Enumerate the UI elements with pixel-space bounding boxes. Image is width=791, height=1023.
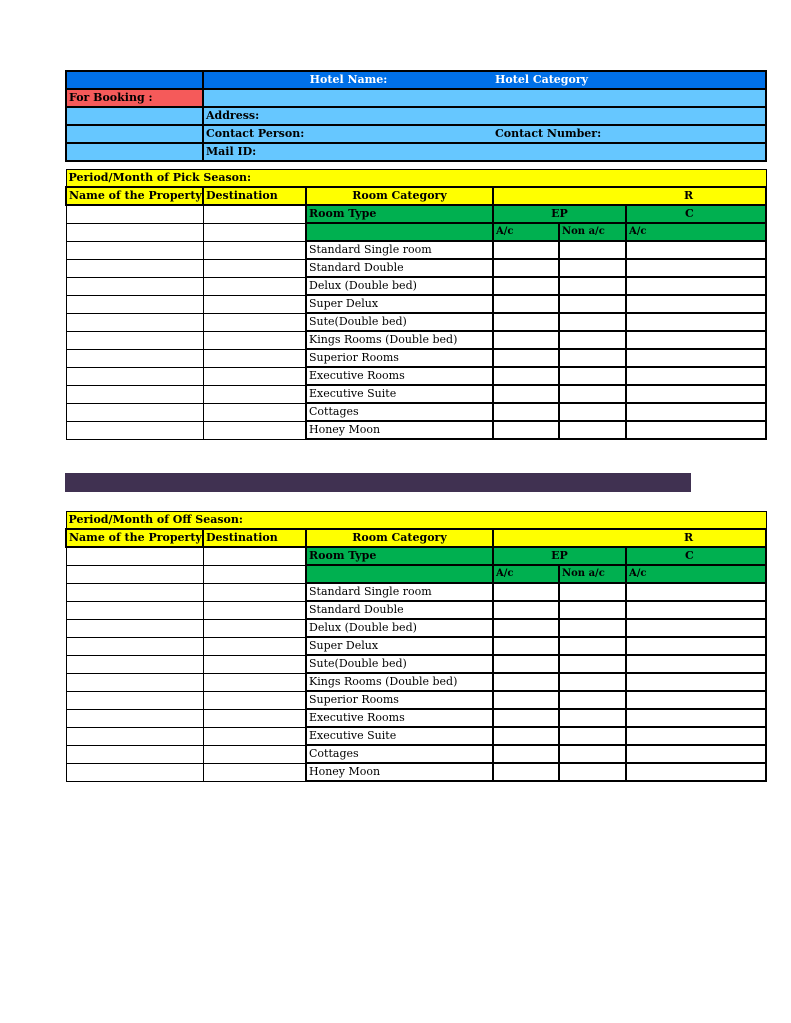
off-room-type-cell: Super Delux [306,637,493,655]
peak-room-type-cell: Honey Moon [306,421,493,439]
off-ep-nonac-header: Non a/c [559,565,626,583]
off-property-cell[interactable] [66,637,203,655]
peak-ep-nonac-cell[interactable] [559,295,626,313]
off-room-type-cell: Standard Double [306,601,493,619]
peak-property-cell[interactable] [66,259,203,277]
off-property-cell[interactable] [66,601,203,619]
peak-destination-cell[interactable] [203,403,306,421]
off-destination-cell[interactable] [203,763,306,781]
peak-destination-cell[interactable] [203,295,306,313]
off-property-cell[interactable] [66,547,203,565]
off-destination-cell[interactable] [203,583,306,601]
peak-ep-header: EP [493,205,626,223]
off-ep-ac-cell[interactable] [493,619,559,637]
peak-property-cell[interactable] [66,295,203,313]
off-cp-ac-cell[interactable] [626,673,766,691]
off-property-cell[interactable] [66,691,203,709]
peak-property-cell[interactable] [66,367,203,385]
mail-id-label: Mail ID: [203,143,766,161]
peak-ep-ac-cell[interactable] [493,259,559,277]
off-room-type-cell: Executive Suite [306,727,493,745]
peak-room-row [66,313,766,331]
peak-ep-ac-cell[interactable] [493,295,559,313]
peak-room-row [66,385,766,403]
peak-property-cell[interactable] [66,205,203,223]
peak-cp-header: C [626,205,766,223]
off-ep-nonac-cell[interactable] [559,637,626,655]
off-property-cell[interactable] [66,673,203,691]
off-destination-cell[interactable] [203,745,306,763]
off-destination-cell[interactable] [203,619,306,637]
peak-ep-nonac-cell[interactable] [559,277,626,295]
peak-room-type-cell: Delux (Double bed) [306,277,493,295]
off-ep-nonac-cell[interactable] [559,727,626,745]
off-destination-cell[interactable] [203,565,306,583]
peak-room-row [66,367,766,385]
off-cp-ac-cell[interactable] [626,745,766,763]
off-ep-ac-cell[interactable] [493,709,559,727]
peak-cp-ac-cell[interactable] [626,331,766,349]
peak-room-type-cell: Standard Double [306,259,493,277]
off-ep-nonac-cell[interactable] [559,709,626,727]
peak-ep-ac-cell[interactable] [493,331,559,349]
off-name-of-property-header: Name of the Property [66,529,203,547]
peak-cp-ac-cell[interactable] [626,277,766,295]
off-destination-cell[interactable] [203,637,306,655]
peak-room-row [66,259,766,277]
off-ep-ac-cell[interactable] [493,763,559,781]
off-property-cell[interactable] [66,565,203,583]
off-room-type-header: Room Type [306,547,493,565]
peak-property-cell[interactable] [66,277,203,295]
peak-ep-ac-header: A/c [493,223,559,241]
peak-ep-ac-cell[interactable] [493,277,559,295]
peak-room-type-cell: Super Delux [306,295,493,313]
off-room-type-cell: Kings Rooms (Double bed) [306,673,493,691]
booking-field[interactable] [203,89,766,107]
off-ep-ac-cell[interactable] [493,691,559,709]
off-destination-header: Destination [203,529,306,547]
header-blank [66,71,203,89]
off-room-type-cell: Honey Moon [306,763,493,781]
peak-property-cell[interactable] [66,421,203,439]
peak-destination-header: Destination [203,187,306,205]
off-cp-ac-cell[interactable] [626,763,766,781]
off-ep-nonac-cell[interactable] [559,619,626,637]
off-ep-ac-cell[interactable] [493,637,559,655]
hotel-info-block [65,70,691,162]
off-destination-cell[interactable] [203,727,306,745]
off-ep-ac-cell[interactable] [493,583,559,601]
off-room-row [66,601,766,619]
peak-room-type-cell: Sute(Double bed) [306,313,493,331]
off-destination-cell[interactable] [203,691,306,709]
peak-destination-cell[interactable] [203,421,306,439]
peak-room-type-cell: Executive Suite [306,385,493,403]
off-destination-cell[interactable] [203,655,306,673]
off-room-row [66,637,766,655]
off-room-type-cell: Sute(Double bed) [306,655,493,673]
for-booking-label: For Booking : [66,89,203,107]
peak-ep-ac-cell[interactable] [493,421,559,439]
peak-cp-ac-cell[interactable] [626,385,766,403]
peak-room-type-cell: Executive Rooms [306,367,493,385]
off-ep-ac-header: A/c [493,565,559,583]
peak-ep-nonac-cell[interactable] [559,313,626,331]
off-ep-header: EP [493,547,626,565]
off-room-type-cell: Standard Single room [306,583,493,601]
off-season-table [65,511,694,782]
off-property-cell[interactable] [66,727,203,745]
off-destination-cell[interactable] [203,547,306,565]
off-cp-ac-cell[interactable] [626,691,766,709]
peak-cp-ac-cell[interactable] [626,349,766,367]
peak-ep-ac-cell[interactable] [493,385,559,403]
off-cp-ac-cell[interactable] [626,583,766,601]
off-room-row [66,709,766,727]
peak-ep-nonac-cell[interactable] [559,385,626,403]
off-ep-ac-cell[interactable] [493,673,559,691]
peak-destination-cell[interactable] [203,205,306,223]
peak-ep-nonac-cell[interactable] [559,421,626,439]
off-cp-ac-cell[interactable] [626,601,766,619]
off-ep-ac-cell[interactable] [493,745,559,763]
off-room-type-cell: Delux (Double bed) [306,619,493,637]
off-room-row [66,763,766,781]
peak-rates-header: R [493,187,766,205]
peak-destination-cell[interactable] [203,241,306,259]
peak-property-cell[interactable] [66,349,203,367]
peak-room-row [66,331,766,349]
peak-ep-ac-cell[interactable] [493,313,559,331]
contact-person-label: Contact Person: [203,125,493,143]
peak-room-type-cell: Standard Single room [306,241,493,259]
off-ep-nonac-cell[interactable] [559,745,626,763]
peak-property-cell[interactable] [66,223,203,241]
off-room-type-cell: Superior Rooms [306,691,493,709]
peak-destination-cell[interactable] [203,223,306,241]
off-room-type-cell: Executive Rooms [306,709,493,727]
off-ep-nonac-cell[interactable] [559,673,626,691]
off-ep-nonac-cell[interactable] [559,655,626,673]
peak-room-type-header: Room Type [306,205,493,223]
peak-period-label: Period/Month of Pick Season: [66,170,766,188]
off-cp-ac-cell[interactable] [626,637,766,655]
peak-property-cell[interactable] [66,313,203,331]
peak-ep-nonac-cell[interactable] [559,331,626,349]
peak-ep-nonac-cell[interactable] [559,367,626,385]
off-ep-nonac-cell[interactable] [559,583,626,601]
peak-destination-cell[interactable] [203,277,306,295]
peak-ep-nonac-header: Non a/c [559,223,626,241]
peak-cp-ac-cell[interactable] [626,313,766,331]
peak-ep-ac-cell[interactable] [493,403,559,421]
peak-property-cell[interactable] [66,385,203,403]
peak-ep-nonac-cell[interactable] [559,241,626,259]
hotel-category-label: Hotel Category [493,71,766,89]
peak-destination-cell[interactable] [203,367,306,385]
peak-cp-ac-cell[interactable] [626,241,766,259]
off-room-row [66,745,766,763]
off-ep-nonac-cell[interactable] [559,763,626,781]
peak-ep-nonac-cell[interactable] [559,259,626,277]
off-destination-cell[interactable] [203,673,306,691]
peak-property-cell[interactable] [66,241,203,259]
off-ep-nonac-cell[interactable] [559,601,626,619]
off-room-row [66,655,766,673]
off-ep-nonac-cell[interactable] [559,691,626,709]
address-spacer [66,107,203,125]
peak-destination-cell[interactable] [203,313,306,331]
peak-destination-cell[interactable] [203,259,306,277]
peak-cp-ac-cell[interactable] [626,421,766,439]
peak-room-type-cell: Kings Rooms (Double bed) [306,331,493,349]
off-room-row [66,691,766,709]
off-room-row [66,583,766,601]
off-room-type-cell: Cottages [306,745,493,763]
peak-ep-nonac-cell[interactable] [559,403,626,421]
off-ep-ac-cell[interactable] [493,601,559,619]
peak-room-row [66,421,766,439]
peak-room-category-header: Room Category [306,187,493,205]
off-room-category-header: Room Category [306,529,493,547]
off-cp-ac-header: A/c [626,565,766,583]
off-property-cell[interactable] [66,619,203,637]
contact-spacer [66,125,203,143]
peak-name-of-property-header: Name of the Property [66,187,203,205]
off-cp-ac-cell[interactable] [626,727,766,745]
contact-number-label: Contact Number: [493,125,766,143]
off-property-cell[interactable] [66,709,203,727]
hotel-name-label: Hotel Name: [203,71,493,89]
peak-room-row [66,295,766,313]
off-room-row [66,727,766,745]
off-destination-cell[interactable] [203,601,306,619]
peak-destination-cell[interactable] [203,385,306,403]
off-room-row [66,673,766,691]
off-room-row [66,619,766,637]
peak-room-type-blank [306,223,493,241]
off-cp-ac-cell[interactable] [626,619,766,637]
off-property-cell[interactable] [66,763,203,781]
peak-destination-cell[interactable] [203,331,306,349]
off-property-cell[interactable] [66,583,203,601]
peak-room-row [66,277,766,295]
peak-ep-ac-cell[interactable] [493,241,559,259]
peak-property-cell[interactable] [66,403,203,421]
peak-room-type-cell: Superior Rooms [306,349,493,367]
address-label: Address: [203,107,766,125]
off-cp-header: C [626,547,766,565]
peak-room-row [66,349,766,367]
off-destination-cell[interactable] [203,709,306,727]
peak-season-table [65,169,694,440]
peak-destination-cell[interactable] [203,349,306,367]
off-period-label: Period/Month of Off Season: [66,512,766,530]
off-property-cell[interactable] [66,655,203,673]
off-room-type-blank [306,565,493,583]
peak-room-row [66,403,766,421]
mail-spacer [66,143,203,161]
peak-cp-ac-cell[interactable] [626,295,766,313]
peak-room-row [66,241,766,259]
peak-cp-ac-cell[interactable] [626,367,766,385]
peak-room-type-cell: Cottages [306,403,493,421]
peak-ep-nonac-cell[interactable] [559,349,626,367]
section-divider [65,473,691,492]
off-property-cell[interactable] [66,745,203,763]
off-ep-ac-cell[interactable] [493,727,559,745]
peak-ep-ac-cell[interactable] [493,367,559,385]
peak-cp-ac-cell[interactable] [626,259,766,277]
off-ep-ac-cell[interactable] [493,655,559,673]
off-rates-header: R [493,529,766,547]
off-cp-ac-cell[interactable] [626,655,766,673]
peak-property-cell[interactable] [66,331,203,349]
peak-cp-ac-header: A/c [626,223,766,241]
peak-cp-ac-cell[interactable] [626,403,766,421]
off-cp-ac-cell[interactable] [626,709,766,727]
peak-ep-ac-cell[interactable] [493,349,559,367]
